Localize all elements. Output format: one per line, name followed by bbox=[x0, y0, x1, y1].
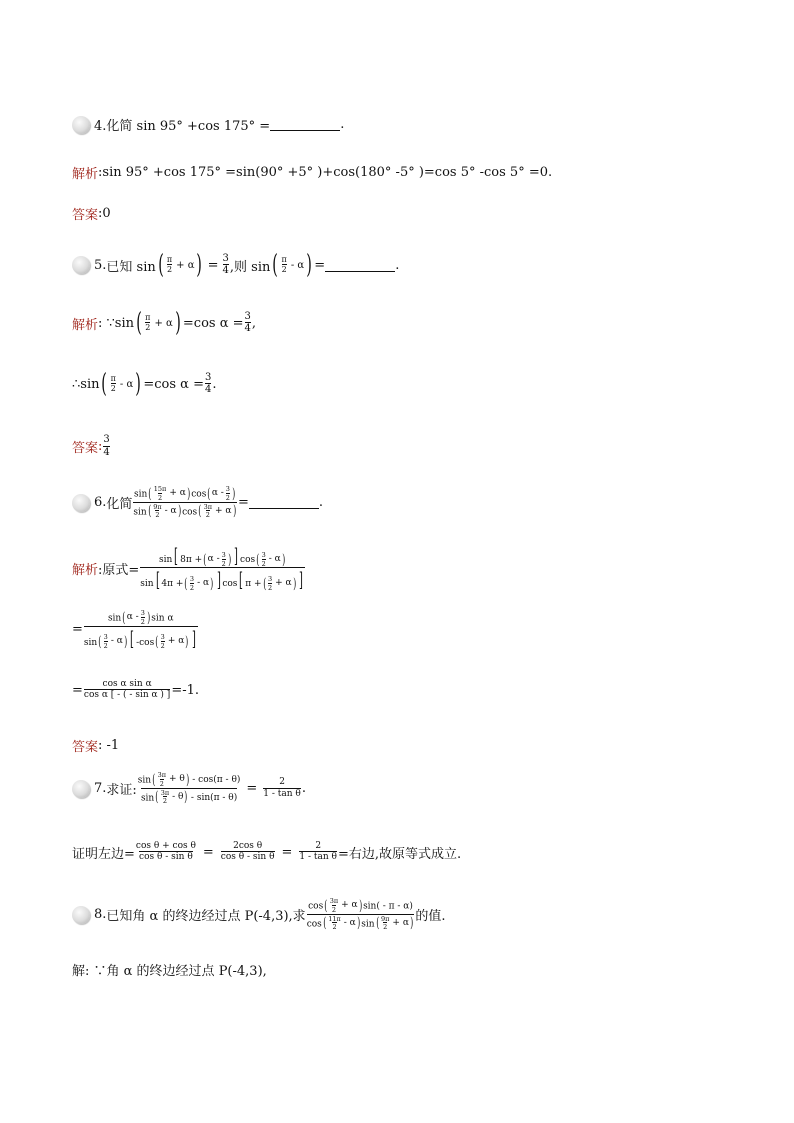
q6-answer-value: : -1 bbox=[98, 738, 120, 753]
q7-question: 7. 求证: sin ( $\frac{3\pi}{2}$ + θ ) - cos(π - θ) sin ( $\frac{3\pi}{2}$ - θ ) - sin(π - θ) = $\frac{2}{\text{1 - tan θ}}$ . bbox=[72, 772, 306, 805]
q8-solution: 解: ∵角 α 的终边经过点 P(-4,3), bbox=[72, 964, 267, 979]
question-marker-icon bbox=[72, 256, 90, 274]
q6-analysis-label: 解析 bbox=[72, 562, 99, 578]
q6-answer-label: 答案 bbox=[72, 740, 99, 755]
q5-analysis-line2: ∴sin ( $\frac{\pi}{2}$ - α ) =cos α = $\frac{3}{4}$ . bbox=[72, 369, 217, 399]
q8-question: 8. 已知角 α 的终边经过点 P(-4,3),求 cos ( $\frac{3\pi}{2}$ + α ) sin( - π - α) cos ( $\frac{11\pi}{2}$ - α ) sin ( $\frac{9\pi}{2}$ + α ) 的值. bbox=[72, 898, 446, 931]
pi-over-2-fraction: $\frac{\pi}{2}$ bbox=[166, 254, 173, 274]
q4-answer bbox=[72, 204, 111, 223]
q6-analysis-line1: 解析 :原式= sin[ 8π + ( α - $\frac{3}{2}$ ) ] cos ( $\frac{3}{2}$ - α ) sin[ 4π + ( $\frac{3}{2}$ - α ) ] cos[ π + ( $\frac{3}{2}$ + α ) ] bbox=[72, 543, 303, 592]
q4-analysis bbox=[72, 163, 552, 182]
q5-number: 5. bbox=[94, 257, 107, 273]
q6-question: 6. 化简 sin ( $\frac{15\pi}{2}$ + α ) cos ( α - $\frac{3}{2}$ ) sin ( $\frac{9\pi}{2}$ - α ) cos ( $\frac{3\pi}{2}$ + α ) = . bbox=[72, 486, 323, 519]
q4-answer-blank[interactable] bbox=[270, 118, 340, 131]
q4-answer-value: :0 bbox=[98, 206, 111, 221]
q6-analysis-line3: = $\frac{\text{cos α sin α}}{\text{cos α [ - ( - sin α ) ]}}$ =-1. bbox=[72, 679, 200, 701]
q4-analysis-label: 解析 bbox=[72, 167, 99, 182]
q4-answer-label: 答案 bbox=[72, 208, 99, 223]
q4-question: 4.化简 sin 95° +cos 175° = . bbox=[72, 115, 344, 134]
three-quarters-fraction: $\frac{3}{4}$ bbox=[222, 252, 229, 276]
q4-question-text: 4.化简 sin 95° +cos 175° = bbox=[94, 119, 271, 134]
q5-answer-label: 答案 bbox=[72, 441, 99, 456]
question-marker-icon bbox=[72, 780, 90, 798]
q7-proof: 证明左边= $\frac{\text{cos θ + cos θ}}{\text{cos θ - sin θ}}$ = $\frac{\text{2cos θ}}{\text{cos θ - sin θ}}$ = $\frac{2}{\text{1 - tan θ}}$ =右边,故原等式成立. bbox=[72, 841, 462, 863]
q5-answer-blank[interactable] bbox=[325, 259, 395, 272]
q6-expression-fraction: sin ( $\frac{15\pi}{2}$ + α ) cos ( α - $\frac{3}{2}$ ) sin ( $\frac{9\pi}{2}$ - α ) cos ( $\frac{3\pi}{2}$ + α ) bbox=[133, 485, 236, 520]
question-marker-icon bbox=[72, 116, 90, 134]
q5-paren-expr: ( $\frac{\pi}{2}$ + α ) bbox=[158, 250, 203, 280]
q4-analysis-text: :sin 95° +cos 175° =sin(90° +5° )+cos(180° -5° )=cos 5° -cos 5° =0. bbox=[98, 165, 553, 180]
q6-analysis-line2: = sin ( α - $\frac{3}{2}$ ) sin α sin ( $\frac{3}{2}$ - α ) [ -cos ( $\frac{3}{2}$ + α ) ] bbox=[72, 609, 196, 651]
q5-question: 5. 已知 sin ( $\frac{\pi}{2}$ + α ) = $\frac{3}{4}$ ,则 sin ( $\frac{\pi}{2}$ - α ) = . bbox=[72, 252, 399, 278]
question-marker-icon bbox=[72, 494, 90, 512]
question-marker-icon bbox=[72, 906, 90, 924]
q5-answer: 答案 : $\frac{3}{4}$ bbox=[72, 434, 110, 458]
q5-answer-value: $\frac{3}{4}$ bbox=[103, 434, 110, 458]
q5-analysis-label: 解析 bbox=[72, 317, 99, 333]
q5-question-text: 已知 sin bbox=[106, 259, 156, 275]
q6-answer bbox=[72, 736, 119, 755]
q5-analysis-line1: 解析 : ∵sin ( $\frac{\pi}{2}$ + α ) =cos α = $\frac{3}{4}$ , bbox=[72, 308, 257, 338]
q6-answer-blank[interactable] bbox=[249, 496, 319, 509]
